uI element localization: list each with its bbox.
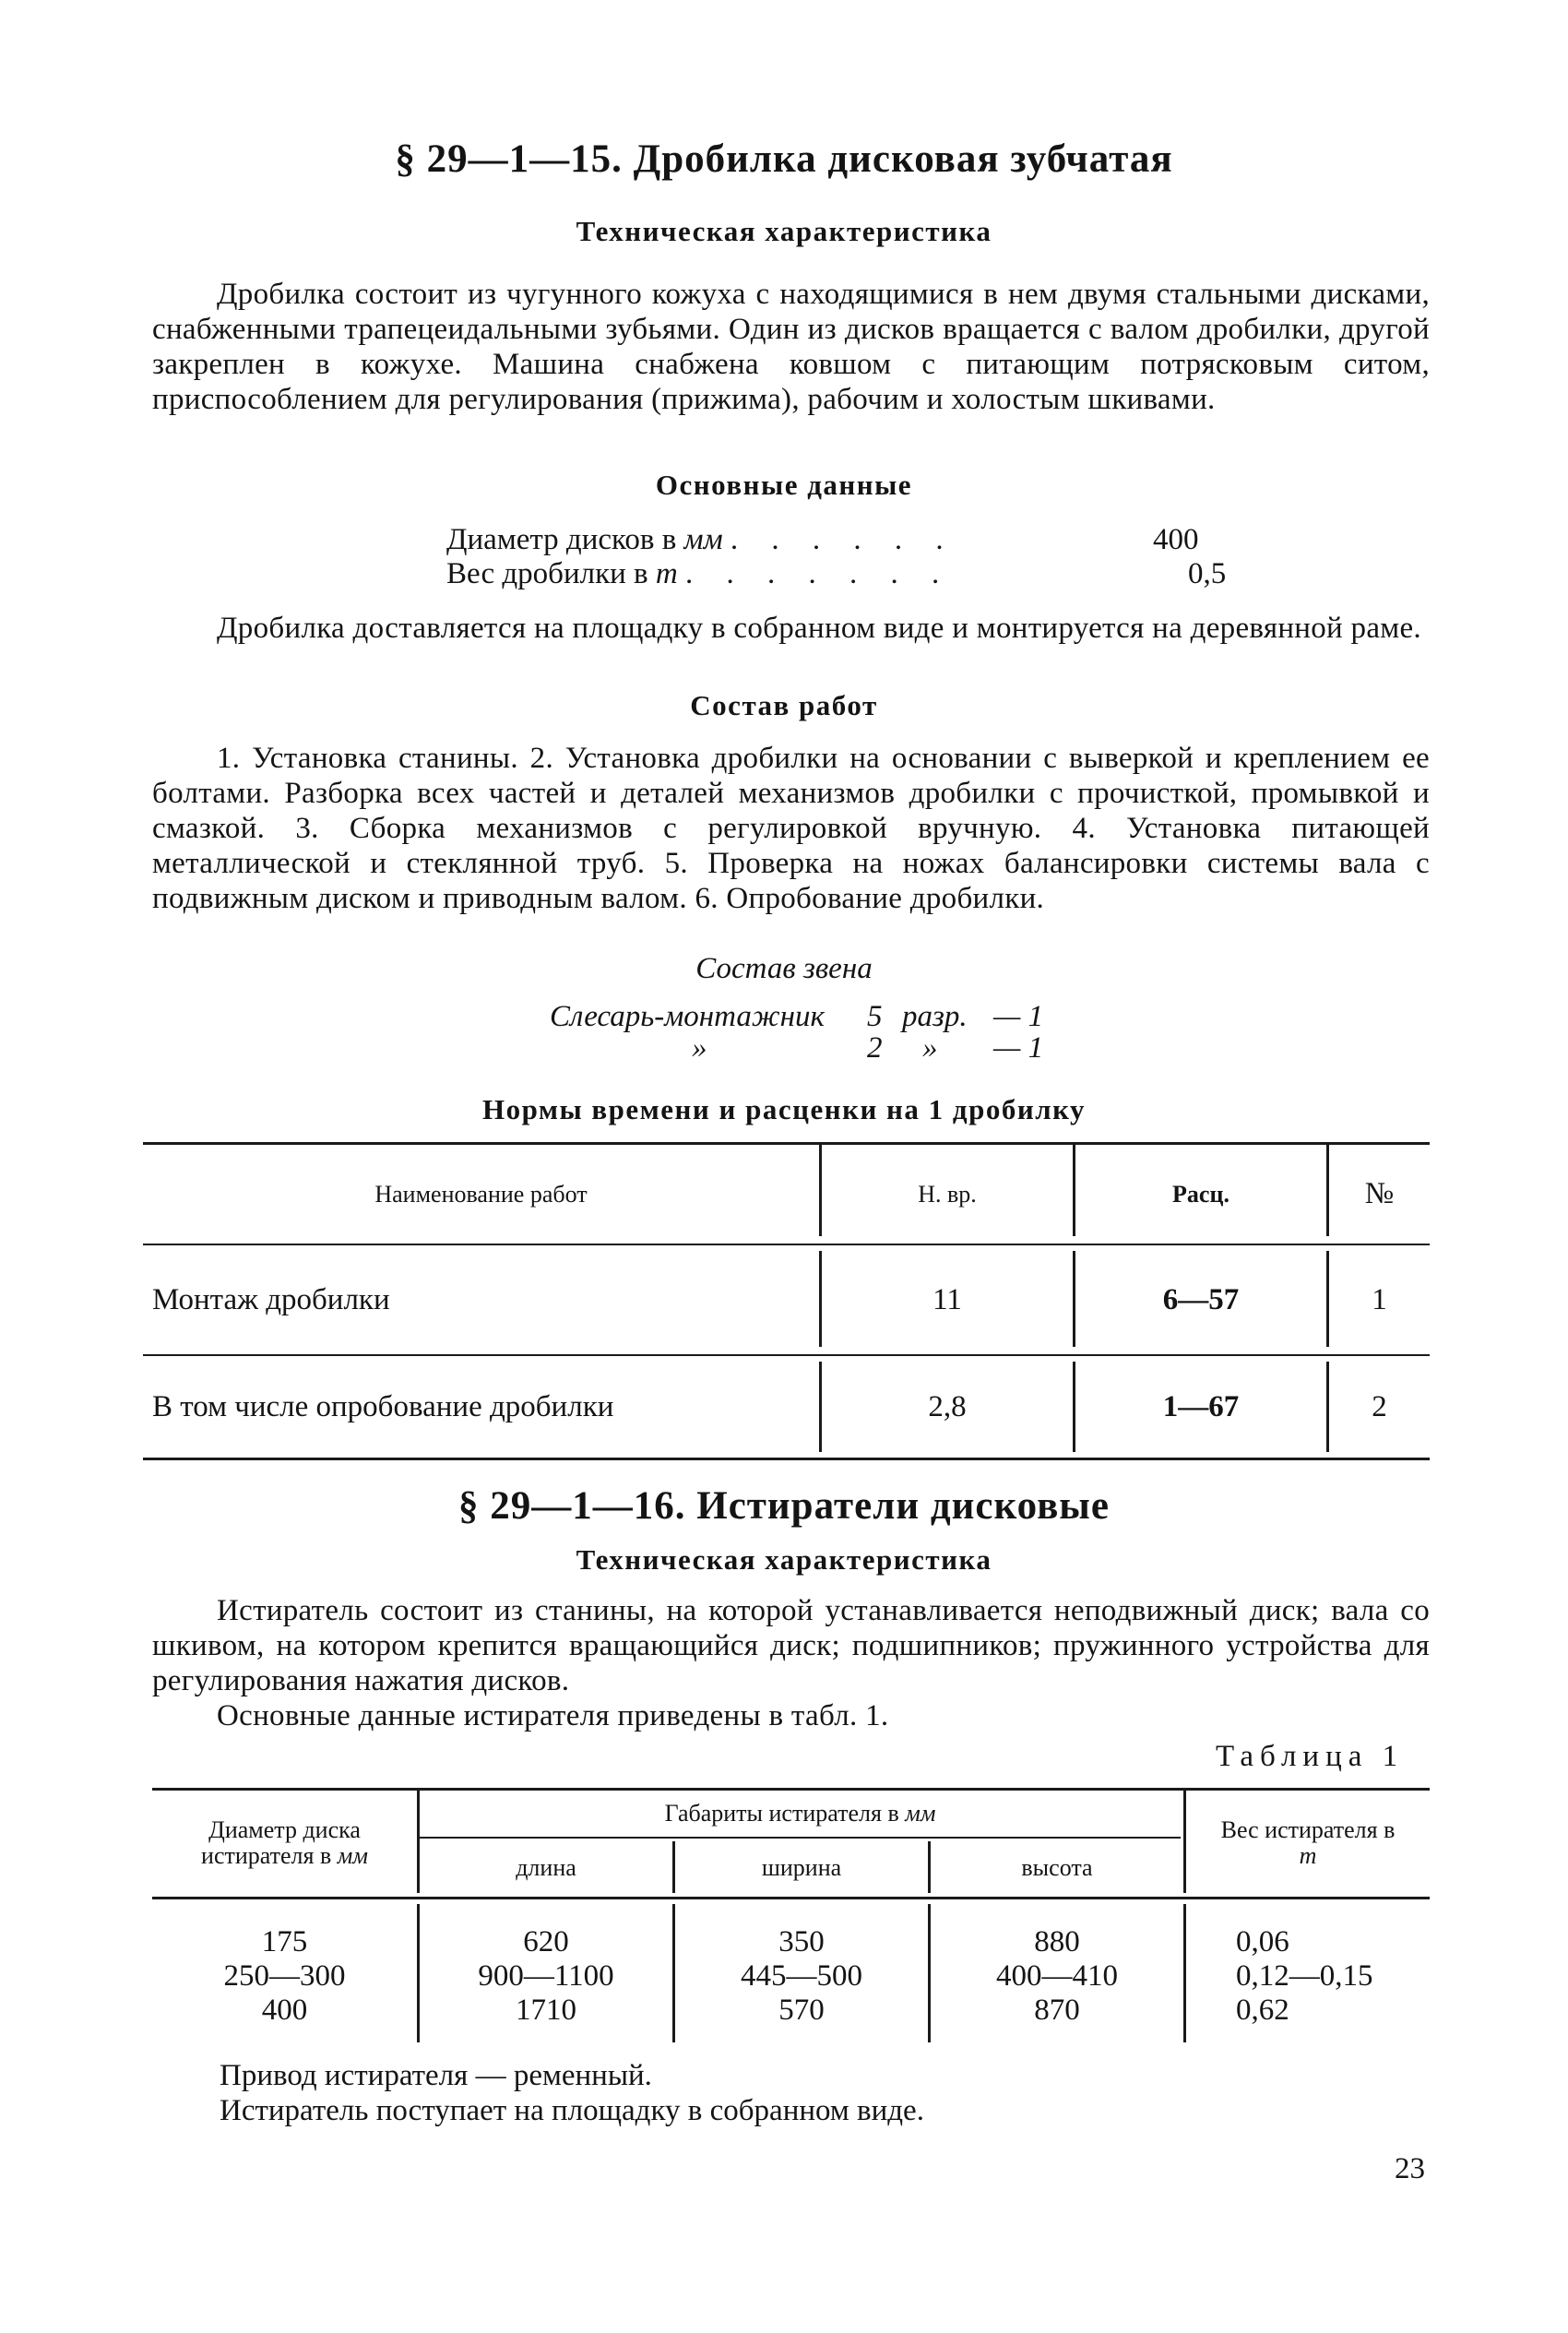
works-list	[152, 741, 1430, 916]
norms-table-bottom-rule	[143, 1458, 1430, 1460]
table-row: Монтаж дробилки	[152, 1282, 390, 1316]
crew-grade-word-2: »	[922, 1031, 938, 1065]
table-cell: 175	[261, 1925, 308, 1958]
crew-count-2: — 1	[993, 1031, 1044, 1065]
grinder-table-reference: Основные данные истирателя приведены в табл. 1.	[217, 1699, 889, 1732]
main-data-value-weight: 0,5	[1188, 557, 1227, 590]
table-cell: 445—500	[741, 1959, 862, 1993]
table-cell: 250—300	[223, 1959, 346, 1993]
table-cell: 570	[778, 1994, 825, 2027]
table-cell: 0,06	[1236, 1925, 1289, 1958]
crew-heading: Состав звена	[695, 952, 873, 985]
crusher-delivery	[152, 611, 1430, 646]
table-row: В том числе опробование дробилки	[152, 1389, 614, 1423]
table-cell: 2,8	[928, 1389, 967, 1423]
table-cell: 1	[1372, 1282, 1387, 1316]
table-cell: 1—67	[1162, 1389, 1240, 1423]
section-subtitle-1: Техническая характеристика	[576, 215, 992, 247]
table-cell: 0,62	[1236, 1994, 1289, 2027]
table-cell: 1710	[516, 1994, 576, 2027]
crew-count-1: — 1	[993, 1000, 1044, 1033]
table-cell: 880	[1034, 1925, 1080, 1958]
section-title-1: § 29—1—15. Дробилка дисковая зубчатая	[395, 137, 1173, 181]
table-1-label: Таблица 1	[1216, 1740, 1405, 1773]
grinder-description-text: Истиратель состоит из станины, на которой устанавливается неподвижный диск; вала со шкивом, на котором крепится вращающийся диск; подшипников; пружинного устройства для регулирования нажатия дисков.	[152, 1594, 1430, 1697]
grinder-header-height: высота	[1021, 1853, 1093, 1881]
norms-header-time: Н. вр.	[918, 1180, 977, 1208]
table-cell: 11	[932, 1282, 962, 1316]
table-cell: 870	[1034, 1994, 1080, 2027]
crew-grade-2: 2	[867, 1031, 883, 1065]
table-cell: 0,12—0,15	[1236, 1959, 1373, 1993]
grinder-header-weight	[1186, 1790, 1430, 1897]
grinder-table-header-rule	[152, 1897, 1430, 1899]
table-cell: 400—410	[996, 1959, 1118, 1993]
main-data-row-weight: Вес дробилки в т . . . . . . .	[446, 557, 953, 590]
page-number: 23	[1395, 2152, 1425, 2185]
crusher-delivery-text: Дробилка доставляется на площадку в собранном виде и монтируется на деревянной раме.	[217, 612, 1421, 645]
crew-grade-1: 5	[867, 1000, 883, 1033]
table-cell: 620	[523, 1925, 569, 1958]
works-list-text: 1. Установка станины. 2. Установка дробилки на основании с выверкой и креплением ее болтами. Разборка всех частей и деталей механизмов дробилки с прочисткой, промывкой и смазкой. 3. Сборка механизмов с регулировкой вручную. 4. Установка питающей металлической и стеклянной труб. 5. Проверка на ножах балансировки системы вала с подвижным диском и приводным валом. 6. Опробование дробилки.	[152, 742, 1430, 915]
section-subtitle-2: Техническая характеристика	[576, 1543, 992, 1576]
grinder-vline-4b	[1183, 1904, 1186, 2042]
grinder-col-weight	[1236, 1925, 1430, 2028]
crusher-description-text: Дробилка состоит из чугунного кожуха с находящимися в нем двумя стальными дисками, снабженными трапецеидальными зубьями. Один из дисков вращается с валом дробилки, другой закреплен в кожухе. Машина снабжена ковшом с питающим потрясковым ситом, приспособлением для регулирования (прижима), рабочим и холостым шкивами.	[152, 278, 1430, 416]
grinder-col-diameter	[152, 1925, 417, 2028]
grinder-header-dims: Габариты истирателя в мм	[664, 1799, 936, 1827]
crusher-description	[152, 277, 1430, 417]
main-data-heading: Основные данные	[655, 469, 913, 501]
section-title-2: § 29—1—16. Истиратели дисковые	[458, 1484, 1110, 1528]
crew-role-2: »	[692, 1031, 707, 1065]
norms-header-number: №	[1364, 1177, 1395, 1210]
grinder-col-length	[420, 1925, 672, 2028]
grinder-header-diameter	[152, 1790, 417, 1897]
grinder-header-width: ширина	[761, 1853, 842, 1881]
crew-role-1: Слесарь-монтажник	[550, 1000, 825, 1033]
grinder-header-weight-text: Вес истирателя в т	[1220, 1816, 1396, 1869]
norms-header-rate: Расц.	[1172, 1180, 1229, 1208]
table-cell: 350	[778, 1925, 825, 1958]
main-data-value-diameter: 400	[1153, 523, 1199, 556]
crew-grade-word-1: разр.	[902, 1000, 968, 1033]
grinder-header-length: длина	[516, 1853, 576, 1881]
main-data-row-diameter: Диаметр дисков в мм . . . . . .	[446, 523, 956, 556]
grinder-description	[152, 1593, 1430, 1733]
grinder-drive: Привод истирателя — ременный.	[220, 2059, 652, 2092]
table-cell: 6—57	[1162, 1282, 1240, 1316]
norms-heading: Нормы времени и расценки на 1 дробилку	[481, 1093, 1087, 1125]
grinder-col-height	[931, 1925, 1183, 2028]
table-cell: 400	[261, 1994, 308, 2027]
works-heading: Состав работ	[690, 689, 878, 721]
grinder-col-width	[675, 1925, 928, 2028]
grinder-header-diameter-text: Диаметр диска истирателя в мм	[201, 1816, 368, 1869]
table-cell: 900—1100	[478, 1959, 614, 1993]
norms-header-name: Наименование работ	[374, 1180, 588, 1208]
table-cell: 2	[1372, 1389, 1387, 1423]
grinder-delivery: Истиратель поступает на площадку в собранном виде.	[220, 2094, 924, 2127]
